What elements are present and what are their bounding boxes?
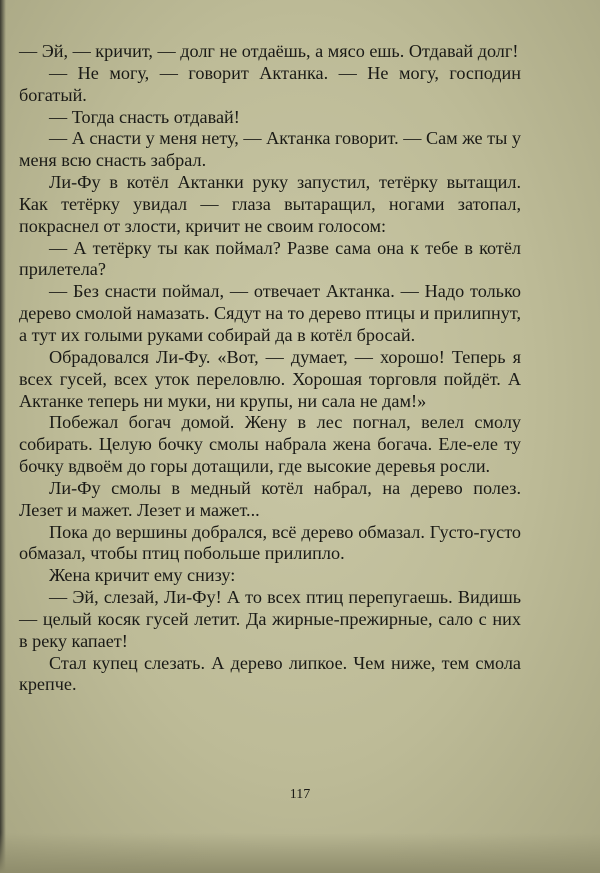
page-shadow-left <box>0 0 6 873</box>
page-text <box>19 41 521 696</box>
paragraph: Пока до вершины добрался, всё дерево обмазал. Густо-густо обмазал, чтобы птиц побольше прилипло. <box>19 521 521 564</box>
paragraph: Побежал богач домой. Жену в лес погнал, велел смолу собирать. Целую бочку смолы набрала жена богача. Еле-еле ту бочку вдвоём до горы дотащили, где высокие деревья росли. <box>19 412 521 477</box>
paragraph: — Без снасти поймал, — отвечает Актанка. — Надо только дерево смолой намазать. Сядут на то дерево птицы и прилипнут, а тут их голыми руками собирай да в котёл бросай. <box>19 281 521 345</box>
paragraph: Ли-Фу в котёл Актанки руку запустил, тетёрку вытащил. Как тетёрку увидал — глаза вытаращил, ногами затопал, покраснел от злости, кричит не своим голосом: <box>19 172 521 236</box>
paragraph: Стал купец слезать. А дерево липкое. Чем ниже, тем смола крепче. <box>19 652 521 695</box>
paragraph: — Эй, — кричит, — долг не отдаёшь, а мясо ешь. Отдавай долг! <box>19 41 519 61</box>
paragraph: — А снасти у меня нету, — Актанка говорит. — Сам же ты у меня всю снасть забрал. <box>19 128 521 171</box>
paragraph: Жена кричит ему снизу: <box>49 565 236 586</box>
page-shadow-bottom <box>0 833 600 873</box>
paragraph: — Не могу, — говорит Актанка. — Не могу, господин богатый. <box>19 62 521 105</box>
paragraph: — Эй, слезай, Ли-Фу! А то всех птиц перепугаешь. Видишь — целый косяк гусей летит. Да жирные-прежирные, сало с них в реку капает! <box>19 587 521 651</box>
page-number: 117 <box>289 787 311 802</box>
paragraph: — А тетёрку ты как поймал? Разве сама она к тебе в котёл прилетела? <box>19 237 521 280</box>
paragraph: Обрадовался Ли-Фу. «Вот, — думает, — хорошо! Теперь я всех гусей, всех уток переловлю. Хорошая торговля пойдёт. А Актанке теперь ни муки, ни крупы, ни сала не дам!» <box>19 346 521 411</box>
paragraph: — Тогда снасть отдавай! <box>49 106 240 127</box>
paragraph: Ли-Фу смолы в медный котёл набрал, на дерево полез. Лезет и мажет. Лезет и мажет... <box>19 477 521 520</box>
